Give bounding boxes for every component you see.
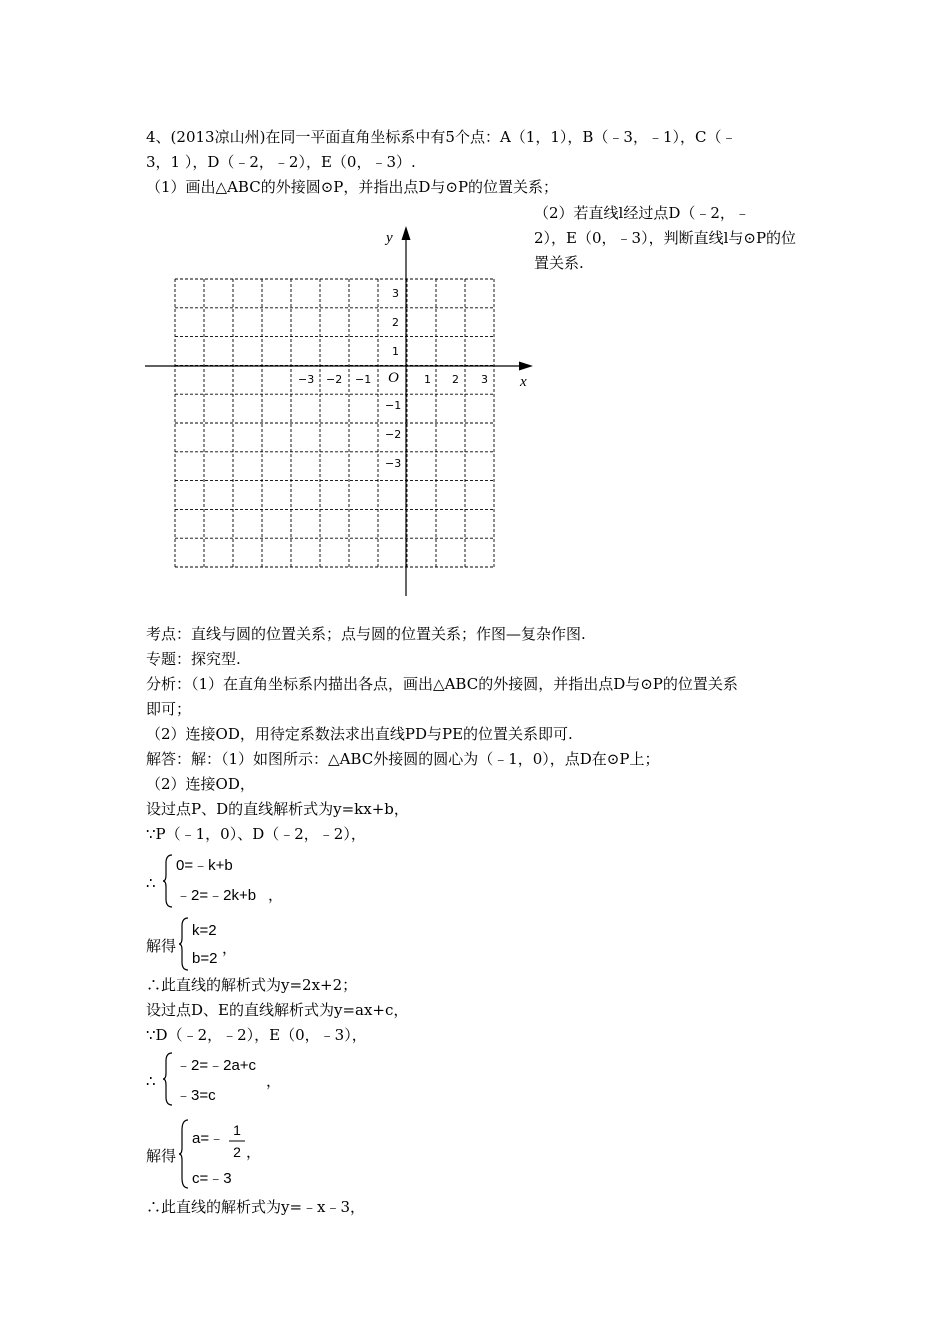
jieda-4: ∵P（﹣1，0）、D（﹣2，﹣2）， xyxy=(146,825,366,843)
solved-label: 解得 xyxy=(146,1147,177,1165)
left-brace xyxy=(162,1051,174,1107)
system-2-row-1: ﹣2=﹣2a+c xyxy=(176,1057,257,1074)
fenxi-1: 分析：（1）在直角坐标系内描出各点，画出△ABC的外接圆，并指出点D与⊙P的位置关系 xyxy=(146,675,738,693)
fraction-denominator: 2 xyxy=(233,1144,241,1160)
y-tick-1: 1 xyxy=(392,345,399,358)
fraction-bar xyxy=(229,1140,245,1142)
jieda-7: ∵D（﹣2，﹣2），E（0，﹣3）， xyxy=(146,1026,367,1044)
system-2-row-2: ﹣3=c xyxy=(176,1087,216,1104)
jieda-6: 设过点D、E的直线解析式为y=ax+c， xyxy=(146,1001,409,1019)
y-axis-label: y xyxy=(386,230,393,246)
solution-2-row-2: c=﹣3 xyxy=(192,1170,232,1187)
y-tick-neg3: −3 xyxy=(385,457,402,470)
solution-1-row-1: k=2 xyxy=(192,922,217,939)
x-tick-neg1: −1 xyxy=(355,373,372,386)
jieda-1: 解答：解：（1）如图所示：△ABC外接圆的圆心为（﹣1，0），点D在⊙P上； xyxy=(146,750,660,768)
y-tick-neg1: −1 xyxy=(385,399,402,412)
left-brace xyxy=(162,853,174,909)
solution-1-comma: ， xyxy=(222,940,238,957)
equation-system-2 xyxy=(146,1051,346,1111)
y-tick-3: 3 xyxy=(392,287,399,300)
problem-part-2-line-1: （2）若直线l经过点D（﹣2，﹣ xyxy=(534,204,750,222)
system-1-row-2: ﹣2=﹣2k+b xyxy=(176,887,257,904)
problem-part-2-line-2: 2），E（0，﹣3），判断直线l与⊙P的位 xyxy=(534,229,797,247)
coordinate-grid-figure xyxy=(145,222,540,600)
y-tick-neg2: −2 xyxy=(385,428,402,441)
x-tick-neg3: −3 xyxy=(298,373,315,386)
system-1-comma: ， xyxy=(268,887,284,904)
x-tick-2: 2 xyxy=(452,373,459,386)
x-tick-3: 3 xyxy=(481,373,488,386)
zhuanti: 专题：探究型. xyxy=(146,650,241,668)
problem-part-1: （1）画出△ABC的外接圆⊙P，并指出点D与⊙P的位置关系； xyxy=(146,178,559,196)
x-tick-1: 1 xyxy=(424,373,431,386)
jieda-8: ∴此直线的解析式为y=﹣x﹣3， xyxy=(146,1198,366,1216)
x-tick-neg2: −2 xyxy=(326,373,343,386)
kaodian: 考点：直线与圆的位置关系；点与圆的位置关系；作图—复杂作图. xyxy=(146,625,586,643)
system-2-comma: ， xyxy=(266,1073,282,1090)
jieda-3: 设过点P、D的直线解析式为y=kx+b， xyxy=(146,800,409,818)
y-tick-2: 2 xyxy=(392,316,399,329)
problem-part-2-line-3: 置关系. xyxy=(534,254,584,272)
equation-system-1 xyxy=(146,853,346,913)
fenxi-2: 即可； xyxy=(146,700,192,718)
therefore-symbol: ∴ xyxy=(146,1072,156,1090)
solution-2-row-1-lhs: a=﹣ xyxy=(192,1130,225,1147)
problem-line-1: 4、(2013凉山州)在同一平面直角坐标系中有5个点：A（1，1），B（﹣3，﹣1），C（﹣ xyxy=(146,128,737,146)
y-axis-arrow xyxy=(402,226,411,240)
therefore-symbol: ∴ xyxy=(146,874,156,892)
solution-1-row-2: b=2 xyxy=(192,950,218,967)
left-brace xyxy=(178,1118,190,1190)
solution-system-1 xyxy=(146,916,346,976)
dashed-grid xyxy=(175,279,494,567)
fraction-numerator: 1 xyxy=(233,1122,241,1138)
x-axis-arrow xyxy=(519,362,533,371)
solution-2-comma: ， xyxy=(246,1144,262,1161)
jieda-5: ∴此直线的解析式为y=2x+2； xyxy=(146,976,358,994)
left-brace xyxy=(178,916,190,972)
solved-label: 解得 xyxy=(146,937,177,955)
problem-line-2: 3，1 ），D（﹣2，﹣2），E（0，﹣3）. xyxy=(146,153,416,171)
fenxi-3: （2）连接OD，用待定系数法求出直线PD与PE的位置关系即可. xyxy=(146,725,573,743)
system-1-row-1: 0=﹣k+b xyxy=(176,857,233,874)
jieda-2: （2）连接OD， xyxy=(146,775,255,793)
origin-label: O xyxy=(388,370,399,386)
x-axis-label: x xyxy=(520,374,527,390)
solution-system-2 xyxy=(146,1118,346,1194)
